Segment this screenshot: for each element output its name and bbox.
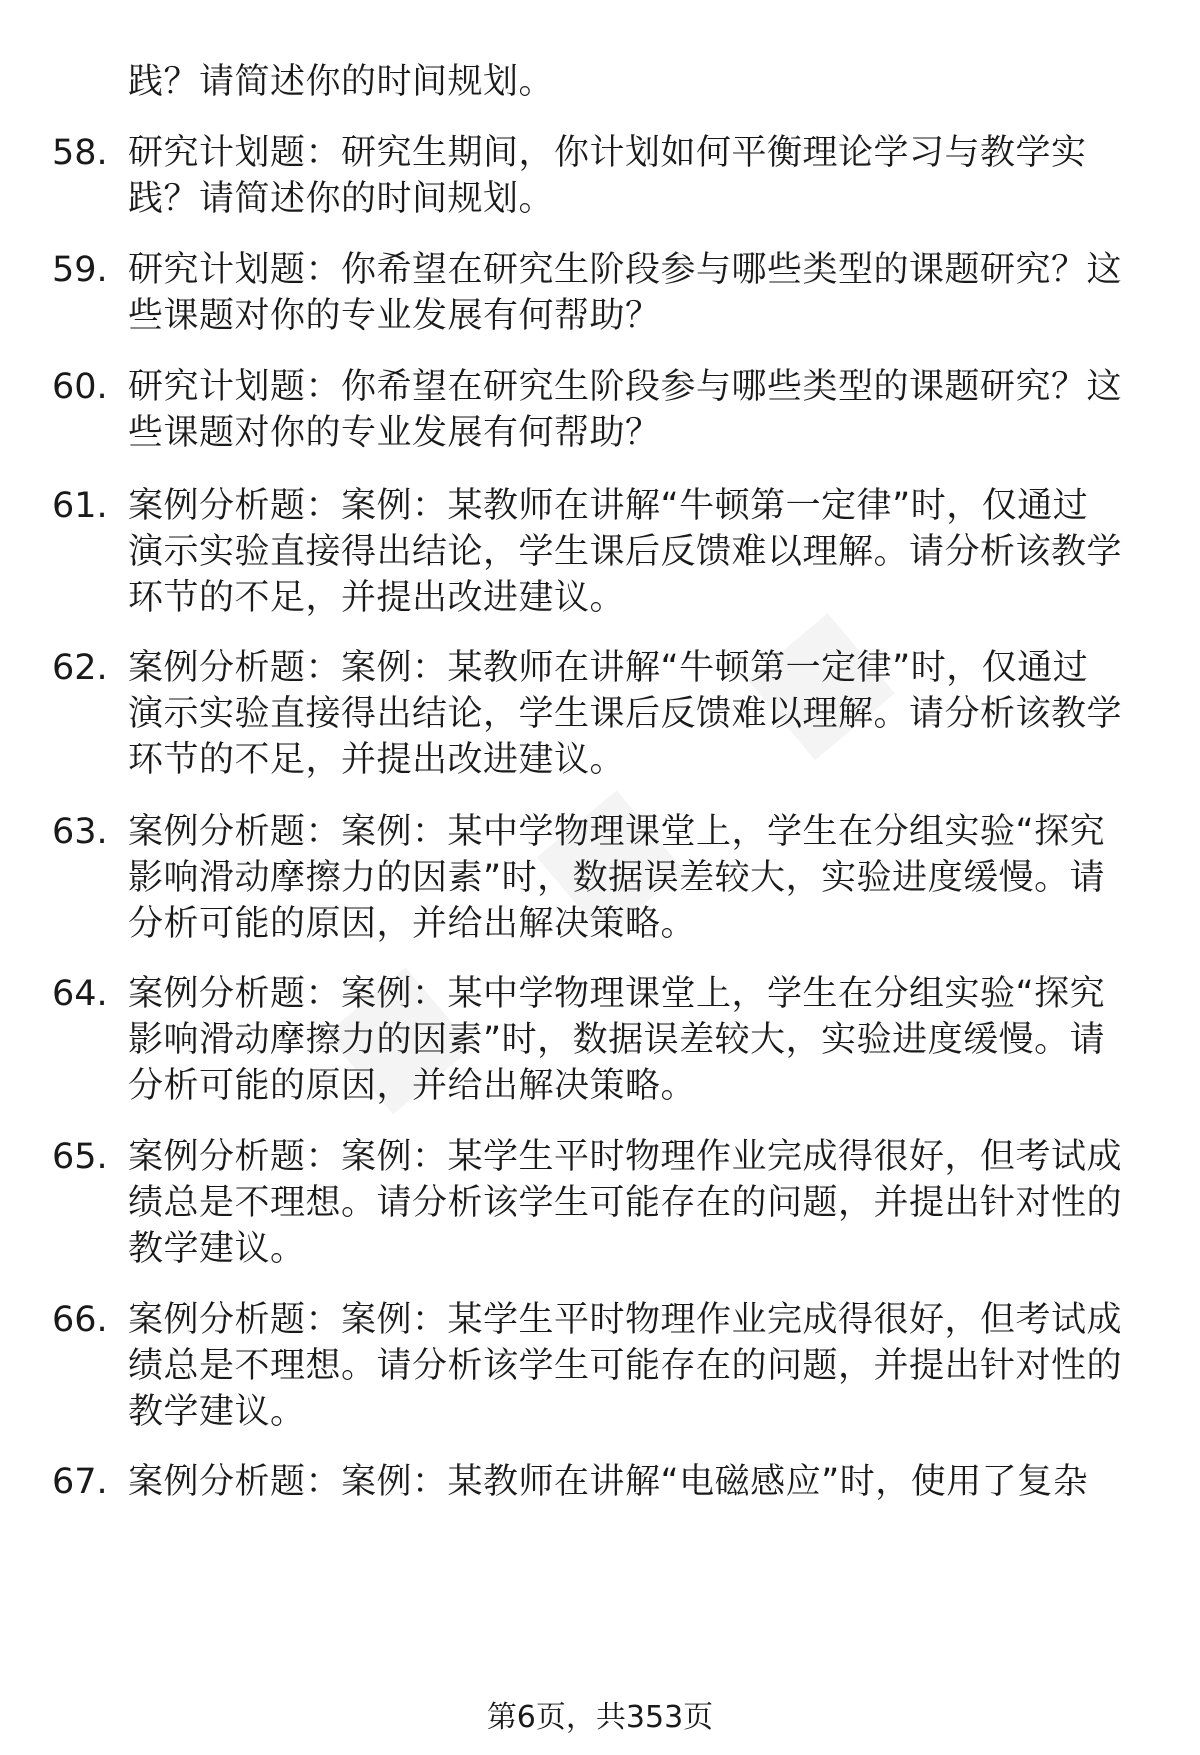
page-number-footer: 第6页，共353页 xyxy=(486,1700,714,1735)
question-line: 些课题对你的专业发展有何帮助？ xyxy=(128,413,661,453)
question-line: 案例分析题：案例：某中学物理课堂上，学生在分组实验“探究 xyxy=(128,812,1106,852)
question-line: 践？请简述你的时间规划。 xyxy=(128,179,555,219)
question-line: 环节的不足，并提出改进建议。 xyxy=(128,740,626,780)
question-line: 研究计划题：你希望在研究生阶段参与哪些类型的课题研究？这 xyxy=(128,367,1123,407)
question-number: 61. xyxy=(52,486,108,526)
question-number: 58. xyxy=(52,133,108,173)
question-line: 研究计划题：你希望在研究生阶段参与哪些类型的课题研究？这 xyxy=(128,250,1123,290)
question-line: 案例分析题：案例：某教师在讲解“牛顿第一定律”时，仅通过 xyxy=(128,486,1089,526)
question-line: 绩总是不理想。请分析该学生可能存在的问题，并提出针对性的 xyxy=(128,1346,1123,1386)
question-number: 65. xyxy=(52,1137,108,1177)
continued-line: 践？请简述你的时间规划。 xyxy=(128,62,555,102)
question-line: 研究计划题：研究生期间，你计划如何平衡理论学习与教学实 xyxy=(128,133,1087,173)
question-line: 演示实验直接得出结论，学生课后反馈难以理解。请分析该教学 xyxy=(128,694,1123,734)
question-line: 分析可能的原因，并给出解决策略。 xyxy=(128,904,697,944)
question-line: 环节的不足，并提出改进建议。 xyxy=(128,578,626,618)
question-line: 案例分析题：案例：某中学物理课堂上，学生在分组实验“探究 xyxy=(128,974,1106,1014)
question-number: 66. xyxy=(52,1300,108,1340)
question-number: 67. xyxy=(52,1462,108,1502)
question-line: 教学建议。 xyxy=(128,1392,306,1432)
question-number: 60. xyxy=(52,367,108,407)
question-line: 影响滑动摩擦力的因素”时，数据误差较大，实验进度缓慢。请 xyxy=(128,1020,1106,1060)
question-line: 演示实验直接得出结论，学生课后反馈难以理解。请分析该教学 xyxy=(128,532,1123,572)
question-line: 分析可能的原因，并给出解决策略。 xyxy=(128,1066,697,1106)
question-line: 案例分析题：案例：某教师在讲解“电磁感应”时，使用了复杂 xyxy=(128,1462,1089,1502)
question-number: 59. xyxy=(52,250,108,290)
question-line: 案例分析题：案例：某学生平时物理作业完成得很好，但考试成 xyxy=(128,1137,1123,1177)
question-number: 63. xyxy=(52,812,108,852)
question-line: 影响滑动摩擦力的因素”时，数据误差较大，实验进度缓慢。请 xyxy=(128,858,1106,898)
question-line: 案例分析题：案例：某学生平时物理作业完成得很好，但考试成 xyxy=(128,1300,1123,1340)
question-line: 些课题对你的专业发展有何帮助？ xyxy=(128,296,661,336)
question-line: 绩总是不理想。请分析该学生可能存在的问题，并提出针对性的 xyxy=(128,1183,1123,1223)
question-line: 案例分析题：案例：某教师在讲解“牛顿第一定律”时，仅通过 xyxy=(128,648,1089,688)
question-line: 教学建议。 xyxy=(128,1229,306,1269)
question-number: 62. xyxy=(52,648,108,688)
question-number: 64. xyxy=(52,974,108,1014)
